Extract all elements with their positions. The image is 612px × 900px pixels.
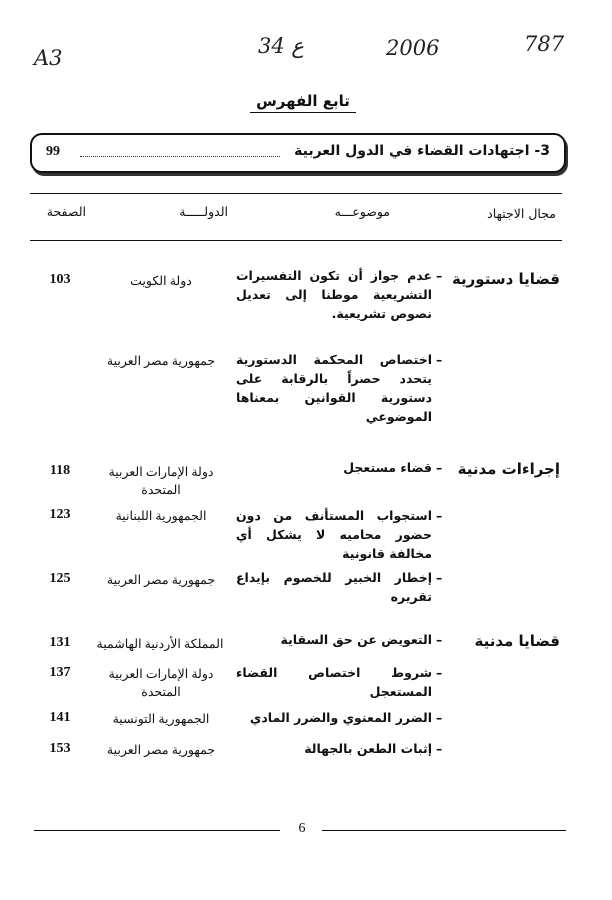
entry-country: المملكة الأردنية الهاشمية: [96, 637, 224, 651]
entry-dash: –: [436, 268, 443, 283]
entry-page-number: 118: [49, 463, 71, 478]
category-label: قضايا دستورية: [451, 270, 560, 288]
column-header-subject: موضوعـــه: [334, 204, 390, 219]
entry-country: دولة الإمارات العربية المتحدة: [108, 667, 214, 699]
category-label: قضايا مدنية: [474, 632, 560, 650]
entry-subject: استجواب المستأنف من دون حضور محاميه لا يشكل أي مخالفة قانونية: [236, 508, 432, 561]
entry-dash: –: [436, 665, 443, 680]
entry-page-number: 137: [49, 665, 71, 680]
entry-country: دولة الكويت: [130, 274, 192, 288]
entry-subject: شروط اختصاص القضاء المستعجل: [236, 665, 432, 699]
entry-country: جمهورية مصر العربية: [106, 743, 216, 757]
entry-subject: اختصاص المحكمة الدستورية يتحدد حصراً بالرقابة على دستورية القوانين بمعناها الموضوعي: [236, 352, 432, 424]
entry-page-number: 125: [49, 571, 71, 586]
entry-subject: عدم جواز أن تكون التفسيرات التشريعية موطنا إلى تعديل نصوص تشريعية.: [236, 268, 432, 321]
column-header-country: الدولـــــة: [179, 204, 228, 219]
entry-dash: –: [436, 352, 443, 367]
entry-subject: إثبات الطعن بالجهالة: [304, 741, 432, 756]
column-header-page: الصفحة: [46, 204, 86, 219]
entry-country: دولة الإمارات العربية المتحدة: [108, 465, 214, 497]
footer-rule-left: [34, 830, 280, 831]
entry-subject: قضاء مستعجل: [343, 460, 432, 475]
page-heading: تابع الفهرس: [256, 92, 350, 110]
entry-page-number: 123: [49, 507, 71, 522]
header-bottom-rule: [30, 240, 562, 241]
entry-dash: –: [436, 570, 443, 585]
footer-rule-right: [322, 830, 566, 831]
entry-country: الجمهورية التونسية: [112, 712, 210, 726]
entry-subject: إخطار الخبير للخصوم بإيداع تقريره: [236, 570, 432, 604]
column-header-domain: مجال الاجتهاد: [487, 206, 556, 221]
handwritten-annotation-left: A3: [34, 46, 63, 70]
entry-page-number: 153: [49, 741, 71, 756]
page-heading-underline: [250, 112, 356, 113]
handwritten-annotation-year: 2006: [386, 36, 440, 60]
entry-subject: الضرر المعنوي والضرر المادي: [249, 710, 432, 725]
entry-page-number: 103: [49, 272, 71, 287]
entry-country: جمهورية مصر العربية: [106, 573, 216, 587]
handwritten-annotation-code: 34 ع: [258, 34, 304, 58]
section-page-number: 99: [46, 144, 60, 159]
entry-country: الجمهورية اللبنانية: [115, 509, 207, 523]
entry-dash: –: [436, 710, 443, 725]
entry-dash: –: [436, 460, 443, 475]
handwritten-annotation-number: 787: [524, 32, 565, 56]
table-top-rule: [30, 193, 562, 194]
entry-page-number: 141: [49, 710, 71, 725]
entry-dash: –: [436, 632, 443, 647]
section-title: 3- اجتهادات القضاء في الدول العربية: [294, 143, 550, 159]
entry-page-number: 131: [49, 635, 71, 650]
entry-country: جمهورية مصر العربية: [106, 354, 216, 368]
footer-page-number: 6: [298, 821, 306, 836]
category-label: إجراءات مدنية: [457, 460, 560, 478]
section-dot-leader: [80, 156, 280, 157]
entry-subject: التعويض عن حق السقاية: [280, 632, 432, 647]
entry-dash: –: [436, 508, 443, 523]
entry-dash: –: [436, 741, 443, 756]
